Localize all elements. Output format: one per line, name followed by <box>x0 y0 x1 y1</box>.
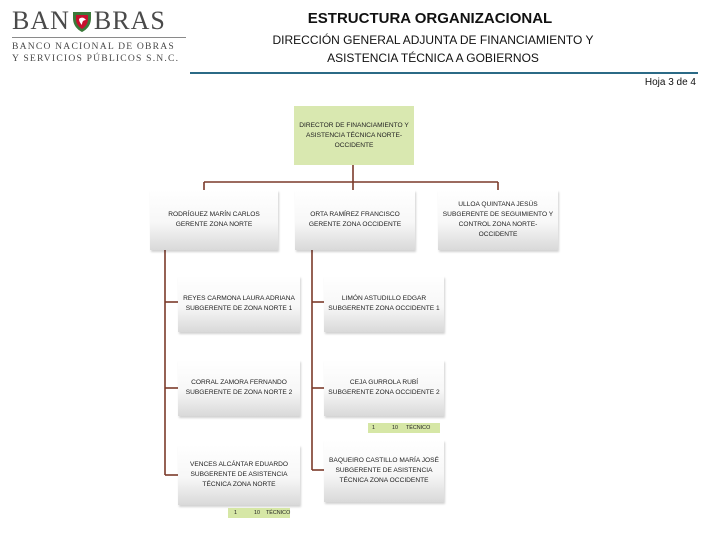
logo-word-right: BRAS <box>93 6 166 36</box>
subgerente-norte-2-box <box>178 360 300 416</box>
seguimiento-role-line2: CONTROL ZONA NORTE-OCCIDENTE <box>458 221 538 238</box>
subtitle-line1: DIRECCIÓN GENERAL ADJUNTA DE FINANCIAMIENTO Y <box>272 33 594 47</box>
norte-at-role-line2: TÉCNICA ZONA NORTE <box>202 481 276 488</box>
seguimiento-role-line1: SUBGERENTE DE SEGUIMIENTO Y <box>442 211 554 218</box>
gerente-occidente-name: ORTA RAMÍREZ FRANCISCO <box>310 211 400 218</box>
count-occidente-2-number: 1 <box>372 425 375 431</box>
occidente-at-name: BAQUEIRO CASTILLO MARÍA JOSÉ <box>329 457 439 464</box>
occidente-at-role-line2: TÉCNICA ZONA OCCIDENTE <box>339 477 429 484</box>
gerente-occidente-role: GERENTE ZONA OCCIDENTE <box>308 221 402 228</box>
occidente-at-role-line1: SUBGERENTE DE ASISTENCIA <box>335 467 433 474</box>
director-line2: ASISTENCIA TÉCNICA NORTE- <box>305 131 403 139</box>
subgerente-seguimiento-box <box>438 190 558 250</box>
norte-1-role: SUBGERENTE DE ZONA NORTE 1 <box>185 305 293 312</box>
norte-2-name: CORRAL ZAMORA FERNANDO <box>191 379 287 386</box>
logo-subtitle-line1: BANCO NACIONAL DE OBRAS <box>12 41 175 52</box>
subgerente-asistencia-occidente-box <box>324 440 444 502</box>
count-norte-at-label: TÉCNICO <box>266 510 291 516</box>
occidente-2-role: SUBGERENTE ZONA OCCIDENTE 2 <box>328 389 440 396</box>
gerente-norte-box <box>150 190 278 250</box>
director-line1: DIRECTOR DE FINANCIAMIENTO Y <box>299 121 409 129</box>
seguimiento-name: ULLOA QUINTANA JESÚS <box>458 201 538 208</box>
director-box <box>294 106 414 165</box>
count-row-norte-at <box>228 508 290 518</box>
subgerente-norte-1-box <box>178 276 300 332</box>
count-occidente-2-label: TÉCNICO <box>406 425 431 431</box>
logo-subtitle-line2: Y SERVICIOS PÚBLICOS S.N.C. <box>12 53 180 64</box>
occidente-1-role: SUBGERENTE ZONA OCCIDENTE 1 <box>328 305 440 312</box>
norte-1-name: REYES CARMONA LAURA ADRIANA <box>183 295 295 302</box>
count-norte-at-number: 1 <box>234 510 237 516</box>
subgerente-asistencia-norte-box <box>178 445 300 505</box>
occidente-1-name: LIMÓN ASTUDILLO EDGAR <box>341 295 427 302</box>
gerente-occidente-box <box>295 190 415 250</box>
page-title: ESTRUCTURA ORGANIZACIONAL <box>307 10 553 27</box>
norte-2-role: SUBGERENTE DE ZONA NORTE 2 <box>185 389 293 396</box>
count-occidente-2-code: 10 <box>392 425 398 431</box>
subgerente-occidente-2-box <box>324 360 444 416</box>
norte-at-name: VENCES ALCÁNTAR EDUARDO <box>189 461 289 468</box>
gerente-norte-role: GERENTE ZONA NORTE <box>175 221 253 228</box>
occidente-2-name: CEJA GURROLA RUBÍ <box>349 379 419 386</box>
gerente-norte-name: RODRÍGUEZ MARÍN CARLOS <box>168 211 260 218</box>
count-row-occidente-2 <box>368 423 440 433</box>
logo-word-left: BAN <box>12 6 70 36</box>
subtitle-line2: ASISTENCIA TÉCNICA A GOBIERNOS <box>327 51 539 65</box>
sheet-number: Hoja 3 de 4 <box>644 77 696 88</box>
count-norte-at-code: 10 <box>254 510 260 516</box>
director-line3: OCCIDENTE <box>334 141 374 149</box>
norte-at-role-line1: SUBGERENTE DE ASISTENCIA <box>190 471 288 478</box>
subgerente-occidente-1-box <box>324 276 444 332</box>
